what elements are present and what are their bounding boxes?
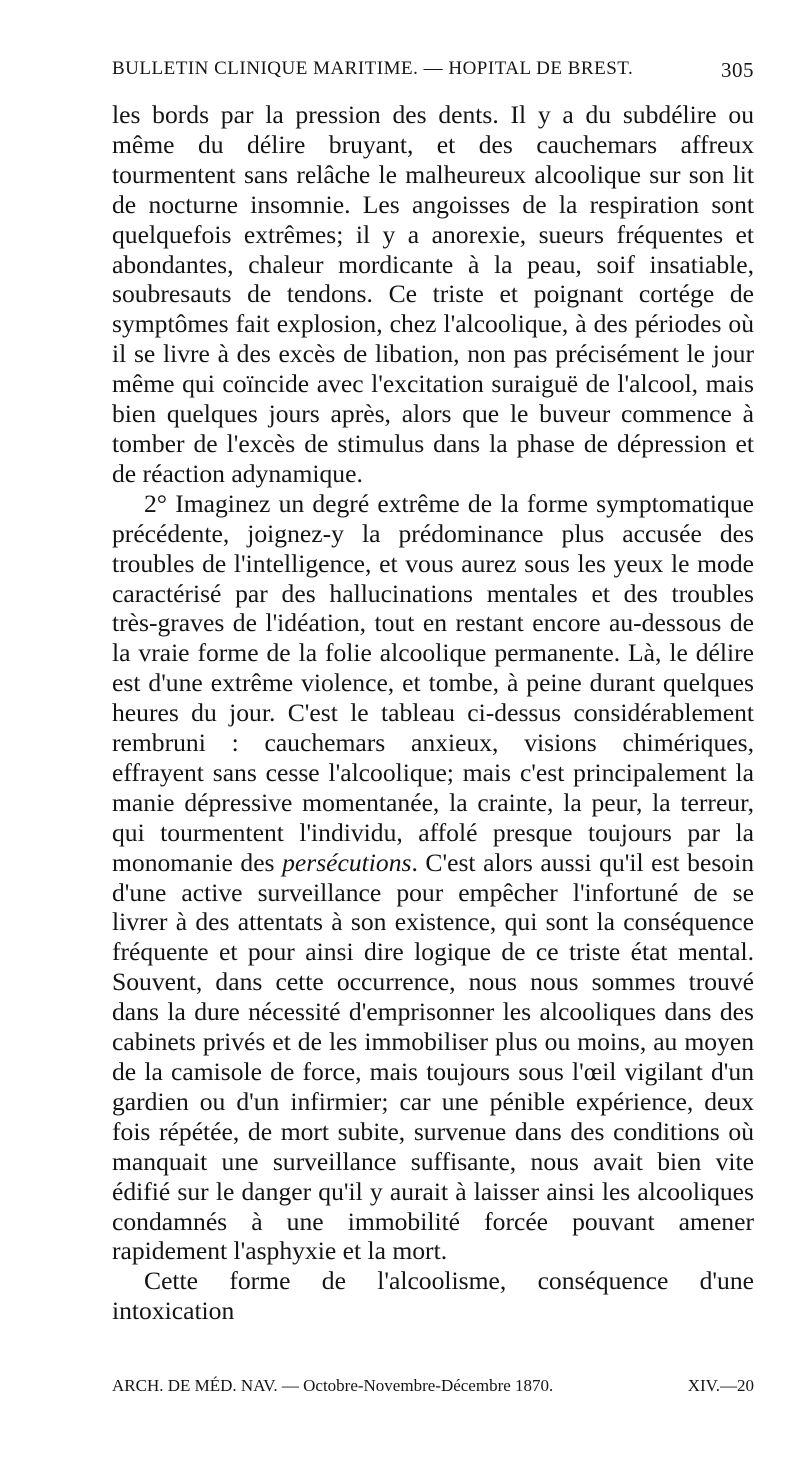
paragraph-1: les bords par la pression des dents. Il y a du subdélire ou même du délire bruyant, et des cauchemars affreux tourmentent sans relâche le malheureux alcoolique sur son lit de nocturne insomnie. Les angoisses de la respiration sont quelquefois extrêmes; il y a anorexie, sueurs fréquentes et abondantes, chaleur mordicante à la peau, soif insatiable, soubresauts de tendons. Ce triste et poignant cortége de symptômes fait explosion, chez l'alcoolique, à des périodes où il se livre à des excès de libation, non pas précisément le jour même qui coïncide avec l'excitation suraiguë de l'alcool, mais bien quelques jours après, alors que le buveur commence à tomber de l'excès de stimulus dans la phase de dépression et de réaction adynamique. bbox=[112, 100, 754, 488]
paragraph-2-part-1: 2° Imaginez un degré extrême de la forme symptomatique précédente, joignez-y la prédominance plus accusée des troubles de l'intelligence, et vous aurez sous les yeux le mode caractérisé par des hallucinations mentales et des troubles très-graves de l'idéation, tout en restant encore au-dessous de la vraie forme de la folie alcoolique permanente. Là, le délire est d'une extrême violence, et tombe, à peine durant quelques heures du jour. C'est le tableau ci-dessus considérablement rembruni : cauchemars anxieux, visions chimériques, effrayent sans cesse l'alcoolique; mais c'est principalement la manie dépressive momentanée, la crainte, la peur, la terreur, qui tourmentent l'individu, affolé presque toujours par la monomanie des bbox=[112, 488, 754, 877]
signature-mark: XIV.—20 bbox=[687, 1376, 754, 1395]
journal-reference: ARCH. DE MÉD. NAV. — Octobre-Novembre-Décembre 1870. bbox=[112, 1376, 554, 1395]
paragraph-2-italic: persécutions bbox=[282, 847, 412, 877]
page-header bbox=[112, 58, 754, 88]
paragraph-2 bbox=[112, 489, 754, 1267]
body-text bbox=[112, 100, 754, 1326]
running-title: BULLETIN CLINIQUE MARITIME. — HOPITAL DE BREST. bbox=[112, 58, 634, 79]
paragraph-3: Cette forme de l'alcoolisme, conséquence d'une intoxication bbox=[112, 1266, 754, 1326]
paragraph-2-part-2: . C'est alors aussi qu'il est besoin d'une active surveillance pour empêcher l'infortuné de se livrer à des attentats à son existence, qui sont la conséquence fréquente et pour ainsi dire logique de ce triste état mental. Souvent, dans cette occurrence, nous nous sommes trouvé dans la dure nécessité d'emprisonner les alcooliques dans des cabinets privés et de les immobiliser plus ou moins, au moyen de la camisole de force, mais toujours sous l'œil vigilant d'un gardien ou d'un infirmier; car une pénible expérience, deux fois répétée, de mort subite, survenue dans des conditions où manquait une surveillance suffisante, nous avait bien vite édifié sur le danger qu'il y aurait à laisser ainsi les alcooliques condamnés à une immobilité forcée pouvant amener rapidement l'asphyxie et la mort. bbox=[112, 847, 754, 1266]
page-number: 305 bbox=[721, 58, 754, 82]
page-footer bbox=[112, 1376, 754, 1402]
